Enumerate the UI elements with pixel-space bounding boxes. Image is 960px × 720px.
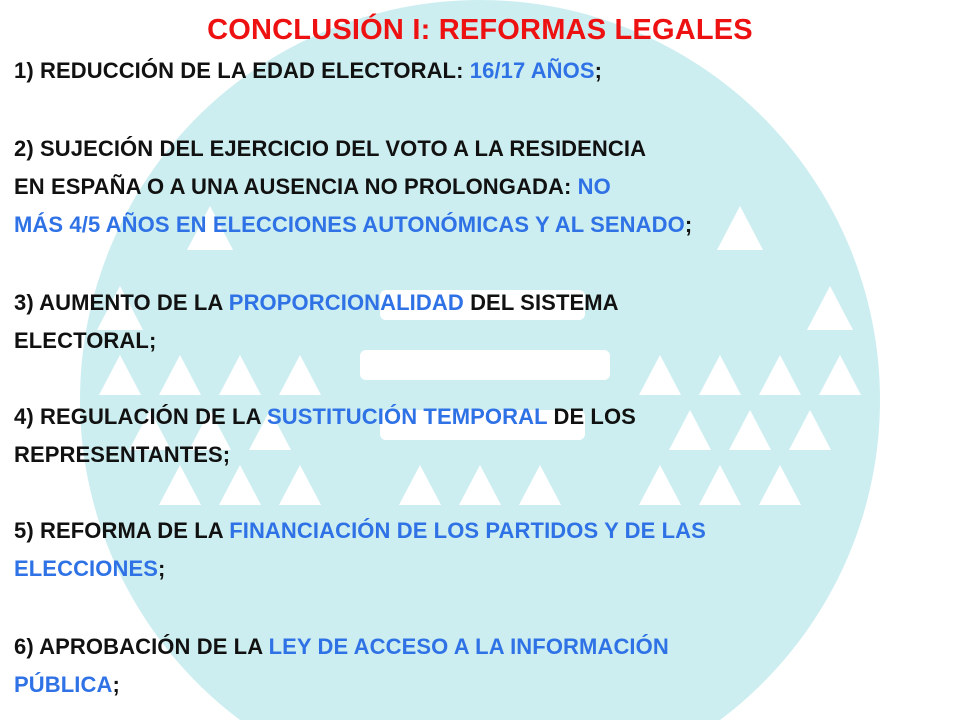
conclusion-text-before: 2) SUJECIÓN DEL EJERCICIO DEL VOTO A LA RESIDENCIA xyxy=(14,136,647,161)
conclusion-text-highlight: 16/17 AÑOS xyxy=(469,58,595,83)
conclusion-text-after: DE LOS xyxy=(547,404,636,429)
conclusion-text-after: DEL SISTEMA xyxy=(463,290,619,315)
conclusion-text-highlight: MÁS 4/5 AÑOS EN ELECCIONES AUTONÓMICAS Y AL SENADO xyxy=(14,212,685,237)
conclusion-text-highlight: FINANCIACIÓN DE LOS PARTIDOS Y DE LAS xyxy=(229,518,706,543)
conclusion-1-line-1 xyxy=(14,58,602,84)
slide-title: CONCLUSIÓN I: REFORMAS LEGALES xyxy=(207,14,753,46)
conclusion-text-before: 3) AUMENTO DE LA xyxy=(14,290,229,315)
conclusion-5-line-1 xyxy=(14,518,706,544)
conclusion-text-after: ; xyxy=(684,212,693,237)
conclusion-4-line-2 xyxy=(14,442,230,468)
conclusion-text-highlight: NO xyxy=(577,174,611,199)
conclusion-2-line-2 xyxy=(14,174,611,200)
conclusion-6-line-2 xyxy=(14,672,120,698)
conclusion-text-before: 6) APROBACIÓN DE LA xyxy=(14,634,269,659)
conclusion-text-before: ELECTORAL; xyxy=(14,328,157,353)
conclusion-5-line-2 xyxy=(14,556,165,582)
conclusion-text-before: 4) REGULACIÓN DE LA xyxy=(14,404,267,429)
conclusion-6-line-1 xyxy=(14,634,669,660)
conclusion-text-highlight: ELECCIONES xyxy=(14,556,159,581)
conclusion-text-highlight: PÚBLICA xyxy=(14,672,113,697)
conclusion-text-highlight: LEY DE ACCESO A LA INFORMACIÓN xyxy=(268,634,669,659)
conclusion-4-line-1 xyxy=(14,404,636,430)
conclusion-text-before: EN ESPAÑA O A UNA AUSENCIA NO PROLONGADA: xyxy=(14,174,578,199)
conclusion-text-after: ; xyxy=(594,58,603,83)
conclusion-3-line-2 xyxy=(14,328,156,354)
conclusion-text-before: REPRESENTANTES; xyxy=(14,442,231,467)
conclusion-text-before: 5) REFORMA DE LA xyxy=(14,518,230,543)
conclusion-text-after: ; xyxy=(112,672,120,697)
conclusion-2-line-1 xyxy=(14,136,646,162)
conclusion-text-after: ; xyxy=(158,556,166,581)
conclusion-3-line-1 xyxy=(14,290,619,316)
conclusion-text-highlight: SUSTITUCIÓN TEMPORAL xyxy=(266,404,548,429)
conclusion-2-line-3 xyxy=(14,212,692,238)
conclusion-text-before: 1) REDUCCIÓN DE LA EDAD ELECTORAL: xyxy=(14,58,470,83)
conclusion-text-highlight: PROPORCIONALIDAD xyxy=(228,290,464,315)
